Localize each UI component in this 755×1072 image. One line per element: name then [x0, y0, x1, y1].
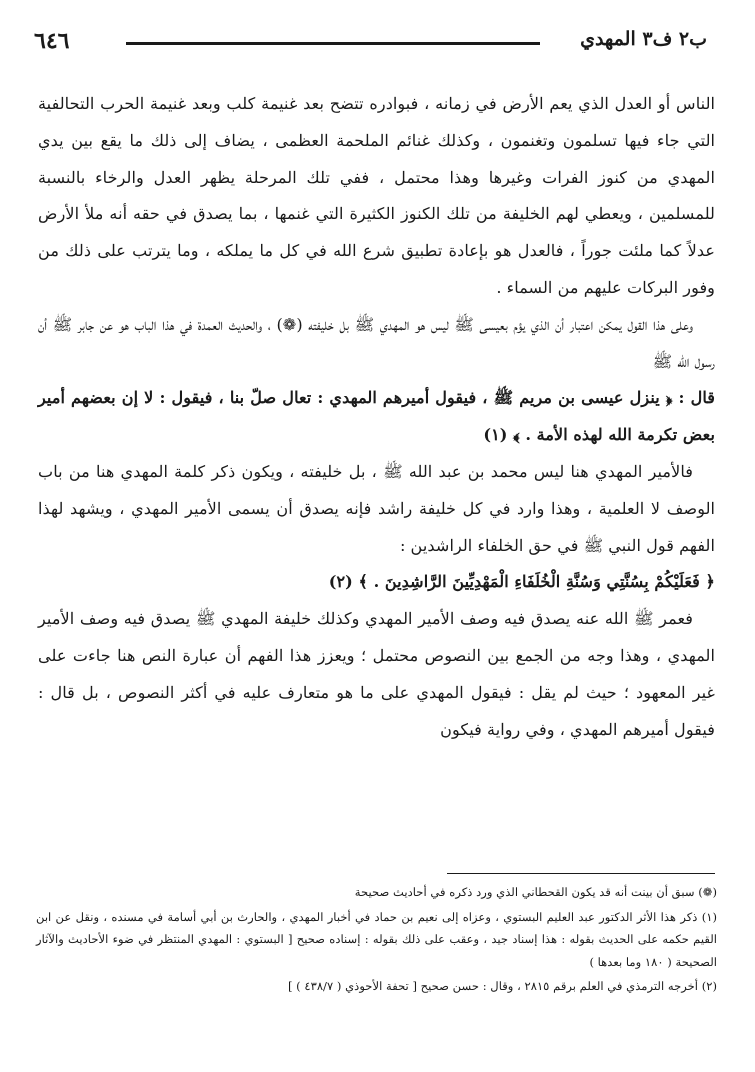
- running-title: ب٢ ف٣ المهدي: [580, 28, 707, 50]
- footnote-2: (٢) أخرجه الترمذي في العلم برقم ٢٨١٥ ، وقال : حسن صحيح [ تحفة الأحوذي ( ٤٣٨/٧ ) ]: [287, 979, 717, 994]
- main-text: [38, 86, 715, 748]
- footnote-star: (❁) سبق أن بينت أنه قد يكون القحطاني الذي ورد ذكره في أحاديث صحيحة: [354, 885, 717, 899]
- paragraph-1: الناس أو العدل الذي يعم الأرض في زمانه ، فبوادره تتضح بعد غنيمة كلب وبعد غنيمة الحرب التحالفية التي جاء فيها تسلمون وتغنمون ، وكذلك غنائم الملحمة العظمى ، يضاف إلى ذلك ما يقع بين يدي المهدي من كنوز الفرات وغيرها وهذا محتمل ، ففي تلك المرحلة يظهر العدل والرخاء بالنسبة للمسلمين ، ويعطي لهم الخليفة من تلك الكنوز الكثيرة التي غنمها ، بما يصدق في حقه أنه ملأ الأرض عدلاً كما ملئت جوراً ، فالعدل هو بإعادة تطبيق شرع الله في كل ما يملكه ، وما يترتب على ذلك من وفور البركات عليهم من السماء .: [38, 94, 715, 297]
- paragraph-3: فالأمير المهدي هنا ليس محمد بن عبد الله ﷺ ، بل خليفته ، ويكون ذكر كلمة المهدي هنا من باب الوصف لا العلمية ، وهذا وارد في كل خليفة راشد فإنه يصدق أن يسمى الأمير المهدي ، ويشهد لهذا الفهم قول النبي ﷺ في حق الخلفاء الراشدين :: [38, 461, 715, 555]
- footnote-rule: [447, 873, 715, 874]
- footnotes: [36, 881, 717, 1000]
- paragraph-4: فعمر ﷺ الله عنه يصدق فيه وصف الأمير المهدي وكذلك خليفة المهدي ﷺ يصدق فيه وصف الأمير المهدي ، وهذا وجه من الجمع بين النصوص محتمل ؛ ويعزز هذا الفهم أن عبارة النص هنا جاءت على غير المعهود ؛ حيث لم يقل : فيقول المهدي على ما هو متعارف عليه في أكثر النصوص ، بل قال : فيقول أميرهم المهدي ، وفي رواية فيكون: [38, 609, 715, 739]
- hadith-quote-2: ﴿ فَعَلَيْكُمْ بِسُنَّتِي وَسُنَّةِ الْخُلَفَاءِ الْمَهْدِيِّينَ الرَّاشِدِينَ . ﴾ (٢): [328, 572, 715, 592]
- hadith-quote-1: قال : ﴿ ينزل عيسى بن مريم ﷺ ، فيقول أميرهم المهدي : تعال صلّ بنا ، فيقول : لا إن بعضهم أمير بعض تكرمة الله لهذه الأمة . ﴾ (١): [38, 388, 715, 445]
- paragraph-2: وعلى هذا القول يمكن اعتبار أن الذي يؤم بعيسى ﷺ ليس هو المهدي ﷺ بل خليفته (❁) ، والحديث العمدة في هذا الباب هو عن جابر ﷺ أن رسول الله ﷺ: [38, 314, 715, 371]
- page-number: ٦٤٦: [34, 28, 70, 54]
- footnote-1: (١) ذكر هذا الأثر الدكتور عبد العليم البستوي ، وعزاه إلى نعيم بن حماد في أخبار المهدي ، والحارث بن أبي أسامة في مسنده ، ونقل عن ابن القيم حكمه على الحديث بقوله : هذا إسناد جيد ، وعقب على ذلك بقوله : إسناده صحيح [ البستوي : المهدي المنتظر في ضوء الأحاديث والآثار الصحيحة ( ١٨٠ وما بعدها ): [36, 909, 717, 969]
- header-rule: [126, 42, 540, 45]
